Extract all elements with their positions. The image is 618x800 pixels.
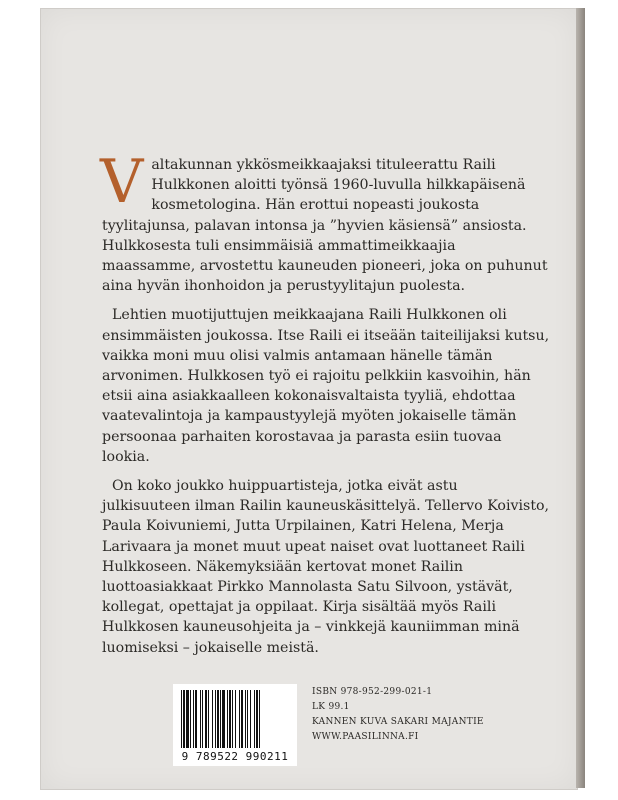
barcode-bar [212,690,213,748]
barcode-bar [193,690,194,748]
barcode-bar [241,690,243,748]
colophon [312,685,484,745]
publisher-website: WWW.PAASILINNA.FI [312,732,419,742]
blurb-paragraph-1 [100,147,550,296]
barcode-bar [186,690,189,748]
barcode-bar [229,690,231,748]
barcode-bar [239,690,240,748]
barcode-bar [208,690,209,748]
blurb-text [100,147,550,667]
barcode-bar [227,690,228,748]
barcode-number: 9 789522 990211 [181,750,289,763]
barcode-bar [190,690,191,748]
drop-cap: V [100,147,144,217]
cover-credit: KANNEN KUVA SAKARI MAJANTIE [312,717,484,727]
barcode-bar [250,690,251,748]
barcode-bar [200,690,201,748]
isbn: ISBN 978-952-299-021-1 [312,687,433,697]
library-class: LK 99.1 [312,702,350,712]
barcode-bar [259,690,260,748]
barcode-bar [247,690,248,748]
barcode-bar [202,690,203,748]
spine-edge [576,8,585,788]
barcode-bar [181,690,182,748]
blurb-paragraph-1-text: altakunnan ykkösmeikkaajaksi tituleerattu Raili Hulkkonen aloitti työnsä 1960-luvulla hilkkapäisenä kosmetologina. Hän erottui nopeasti joukosta tyylitajunsa, palavan intonsa ja ”hyvien käsiensä” ansiosta. Hulkkosesta tuli ensimmäisiä ammattimeikkaajia maassamme, arvostettu kauneuden pioneeri, joka on puhunut aina hyvän ihonhoidon ja perustyylitajun puolesta. [102,157,548,295]
barcode [173,684,297,766]
barcode-bar [232,690,233,748]
barcode-bar [217,690,219,748]
barcode-bar [222,690,225,748]
barcode-bar [195,690,197,748]
barcode-bar [183,690,185,748]
barcode-bar [220,690,221,748]
barcode-bar [254,690,255,748]
blurb-paragraph-3: On koko joukko huippuartisteja, jotka eivät astu julkisuuteen ilman Railin kauneuskäsittelyä. Tellervo Koivisto, Paula Koivuniemi, Jutta Urpilainen, Katri Helena, Merja Larivaara ja monet muut upeat naiset ovat luottaneet Raili Hulkkoseen. Näkemyksiään kertovat monet Railin luottoasiakkaat Pirkko Mannolasta Satu Silvoon, ystävät, kollegat, opettajat ja oppilaat. Kirja sisältää myös Raili Hulkkosen kauneusohjeita ja – vinkkejä kauniimman minä luomiseksi – jokaiselle meistä. [102,478,550,656]
barcode-bar [245,690,246,748]
barcode-bar [205,690,207,748]
blurb-paragraph-2: Lehtien muotijuttujen meikkaajana Raili Hulkkonen oli ensimmäisten joukossa. Itse Raili ei itseään taiteilijaksi kutsu, vaikka moni muu olisi valmis antamaan hänelle tämän arvonimen. Hulkkosen työ ei rajoitu pelkkiin kasvoihin, hän etsii aina asiakkaalleen kokonaisvaltaista tyyliä, ehdottaa vaatevalintoja ja kampaustyylejä myöten jokaiselle tämän persoonaa parhaiten korostavaa ja parasta esiin tuovaa lookia. [102,307,550,465]
barcode-bar [215,690,216,748]
barcode-bar [235,690,236,748]
barcode-bars [181,690,289,748]
barcode-bar [256,690,258,748]
